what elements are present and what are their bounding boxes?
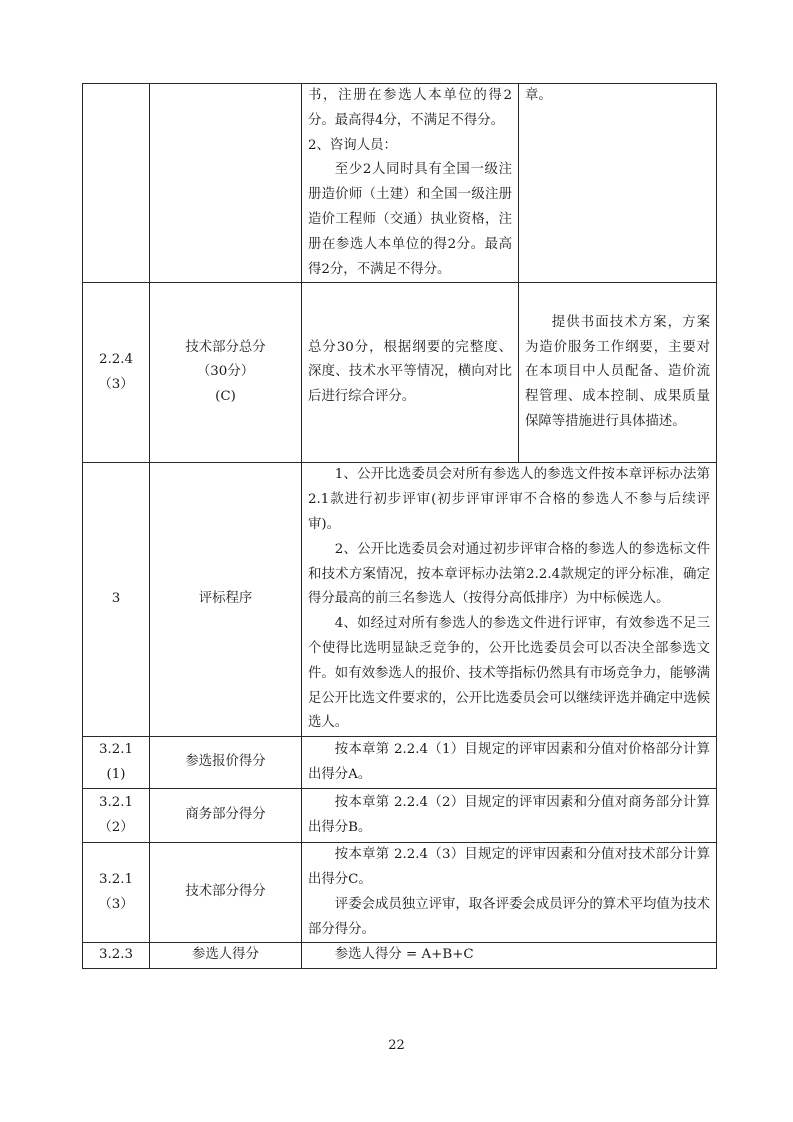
item-name: 评标程序 [198,591,253,607]
cell-requirement [519,283,717,463]
cell-requirement-continuation [519,84,717,283]
scoring-table [82,83,717,969]
requirement-text: 提供书面技术方案，方案为造价服务工作纲要，主要对在本项目中人员配备、造价流程管理、成本控制、成果质量保障等措施进行具体描述。 [525,314,710,430]
table-row-3-2-1-3 [83,843,717,943]
cell-procedure-text [302,463,717,737]
item-name: 技术部分得分 [185,884,266,900]
item-name: 技术部分总分 [185,339,266,355]
item-number-sub: （3） [98,376,134,392]
cell-item-number [83,737,150,789]
procedure-paragraph-4: 4、如经过对所有参选人的参选文件进行评审，有效参选不足三个使得比选明显缺乏竞争的，公开比选委员会可以否决全部参选文件。如有效参选人的报价、技术等指标仍然具有市场竞争力，能够满足公开比选文件要求的，公开比选委员会可以继续评选并确定中选候选人。 [308,616,710,731]
item-number: 3.2.1 [98,741,134,757]
cell-item-number [83,283,150,463]
cell-item-name [150,283,302,463]
table-row-3-2-3 [83,943,717,969]
cell-name-empty [150,84,302,283]
criteria-text-line: 书，注册在参选人本单位的得2分。最高得4分，不满足不得分。 [308,88,512,128]
item-name: 参选报价得分 [185,754,266,770]
cell-item-number [83,789,150,843]
item-name: 参选人得分 [192,947,259,963]
table-row-evaluation-procedure [83,463,717,737]
table-row-3-2-1-2 [83,789,717,843]
cell-scoring-standard [302,283,519,463]
requirement-text: 章。 [525,88,552,103]
page-number: 22 [388,1038,405,1053]
procedure-paragraph-1: 1、公开比选委员会对所有参选人的参选文件按本章评标办法第2.1款进行初步评审(初步评审评审不合格的参选人不参与后续评审)。 [308,467,710,532]
item-number: 3 [111,591,121,607]
cell-item-number [83,943,150,969]
criteria-consultant-heading: 2、咨询人员： [308,137,397,153]
item-code: (C) [215,389,236,405]
cell-item-text [302,843,717,943]
cell-item-text [302,789,717,843]
cell-no-empty [83,84,150,283]
cell-item-text [302,943,717,969]
item-text: 参选人得分 = A+B+C [334,947,474,963]
table-row-3-2-1-1 [83,737,717,789]
cell-item-number [83,843,150,943]
cell-item-name [150,843,302,943]
cell-criteria-continuation [302,84,519,283]
item-text: 按本章第 2.2.4（2）目规定的评审因素和分值对商务部分计算出得分B。 [308,794,710,835]
item-number-sub: (1) [106,766,126,782]
item-score: （30分） [196,364,255,380]
cell-item-name [150,943,302,969]
item-number: 3.2.1 [98,871,134,887]
item-number: 2.2.4 [98,352,134,368]
item-text-1: 按本章第 2.2.4（3）目规定的评审因素和分值对技术部分计算出得分C。 [308,847,710,887]
table-row-continuation [83,84,717,283]
cell-item-number [83,463,150,737]
item-text-2: 评委会成员独立评审，取各评委会成员评分的算术平均值为技术部分得分。 [308,896,710,937]
item-number: 3.2.1 [98,794,134,810]
procedure-paragraph-2: 2、公开比选委员会对通过初步评审合格的参选人的参选标文件和技术方案情况，按本章评标办法第2.2.4款规定的评分标准，确定得分最高的前三名参选人（按得分高低排序）为中标候选人。 [308,541,710,607]
cell-item-name [150,463,302,737]
item-number: 3.2.3 [98,947,134,963]
item-number-sub: （2） [98,819,134,835]
cell-item-name [150,737,302,789]
item-text: 按本章第 2.2.4（1）目规定的评审因素和分值对价格部分计算出得分A。 [308,741,710,782]
scoring-standard-text: 总分30分，根据纲要的完整度、深度、技术水平等情况，横向对比后进行综合评分。 [308,339,512,405]
item-name: 商务部分得分 [185,807,266,823]
criteria-consultant-text: 至少2人同时具有全国一级注册造价师（土建）和全国一级注册造价工程师（交通）执业资格，注册在参选人本单位的得2分。最高得2分，不满足不得分。 [308,162,512,277]
cell-item-text [302,737,717,789]
item-number-sub: （3） [98,896,134,912]
table-row-2-2-4-3 [83,283,717,463]
cell-item-name [150,789,302,843]
